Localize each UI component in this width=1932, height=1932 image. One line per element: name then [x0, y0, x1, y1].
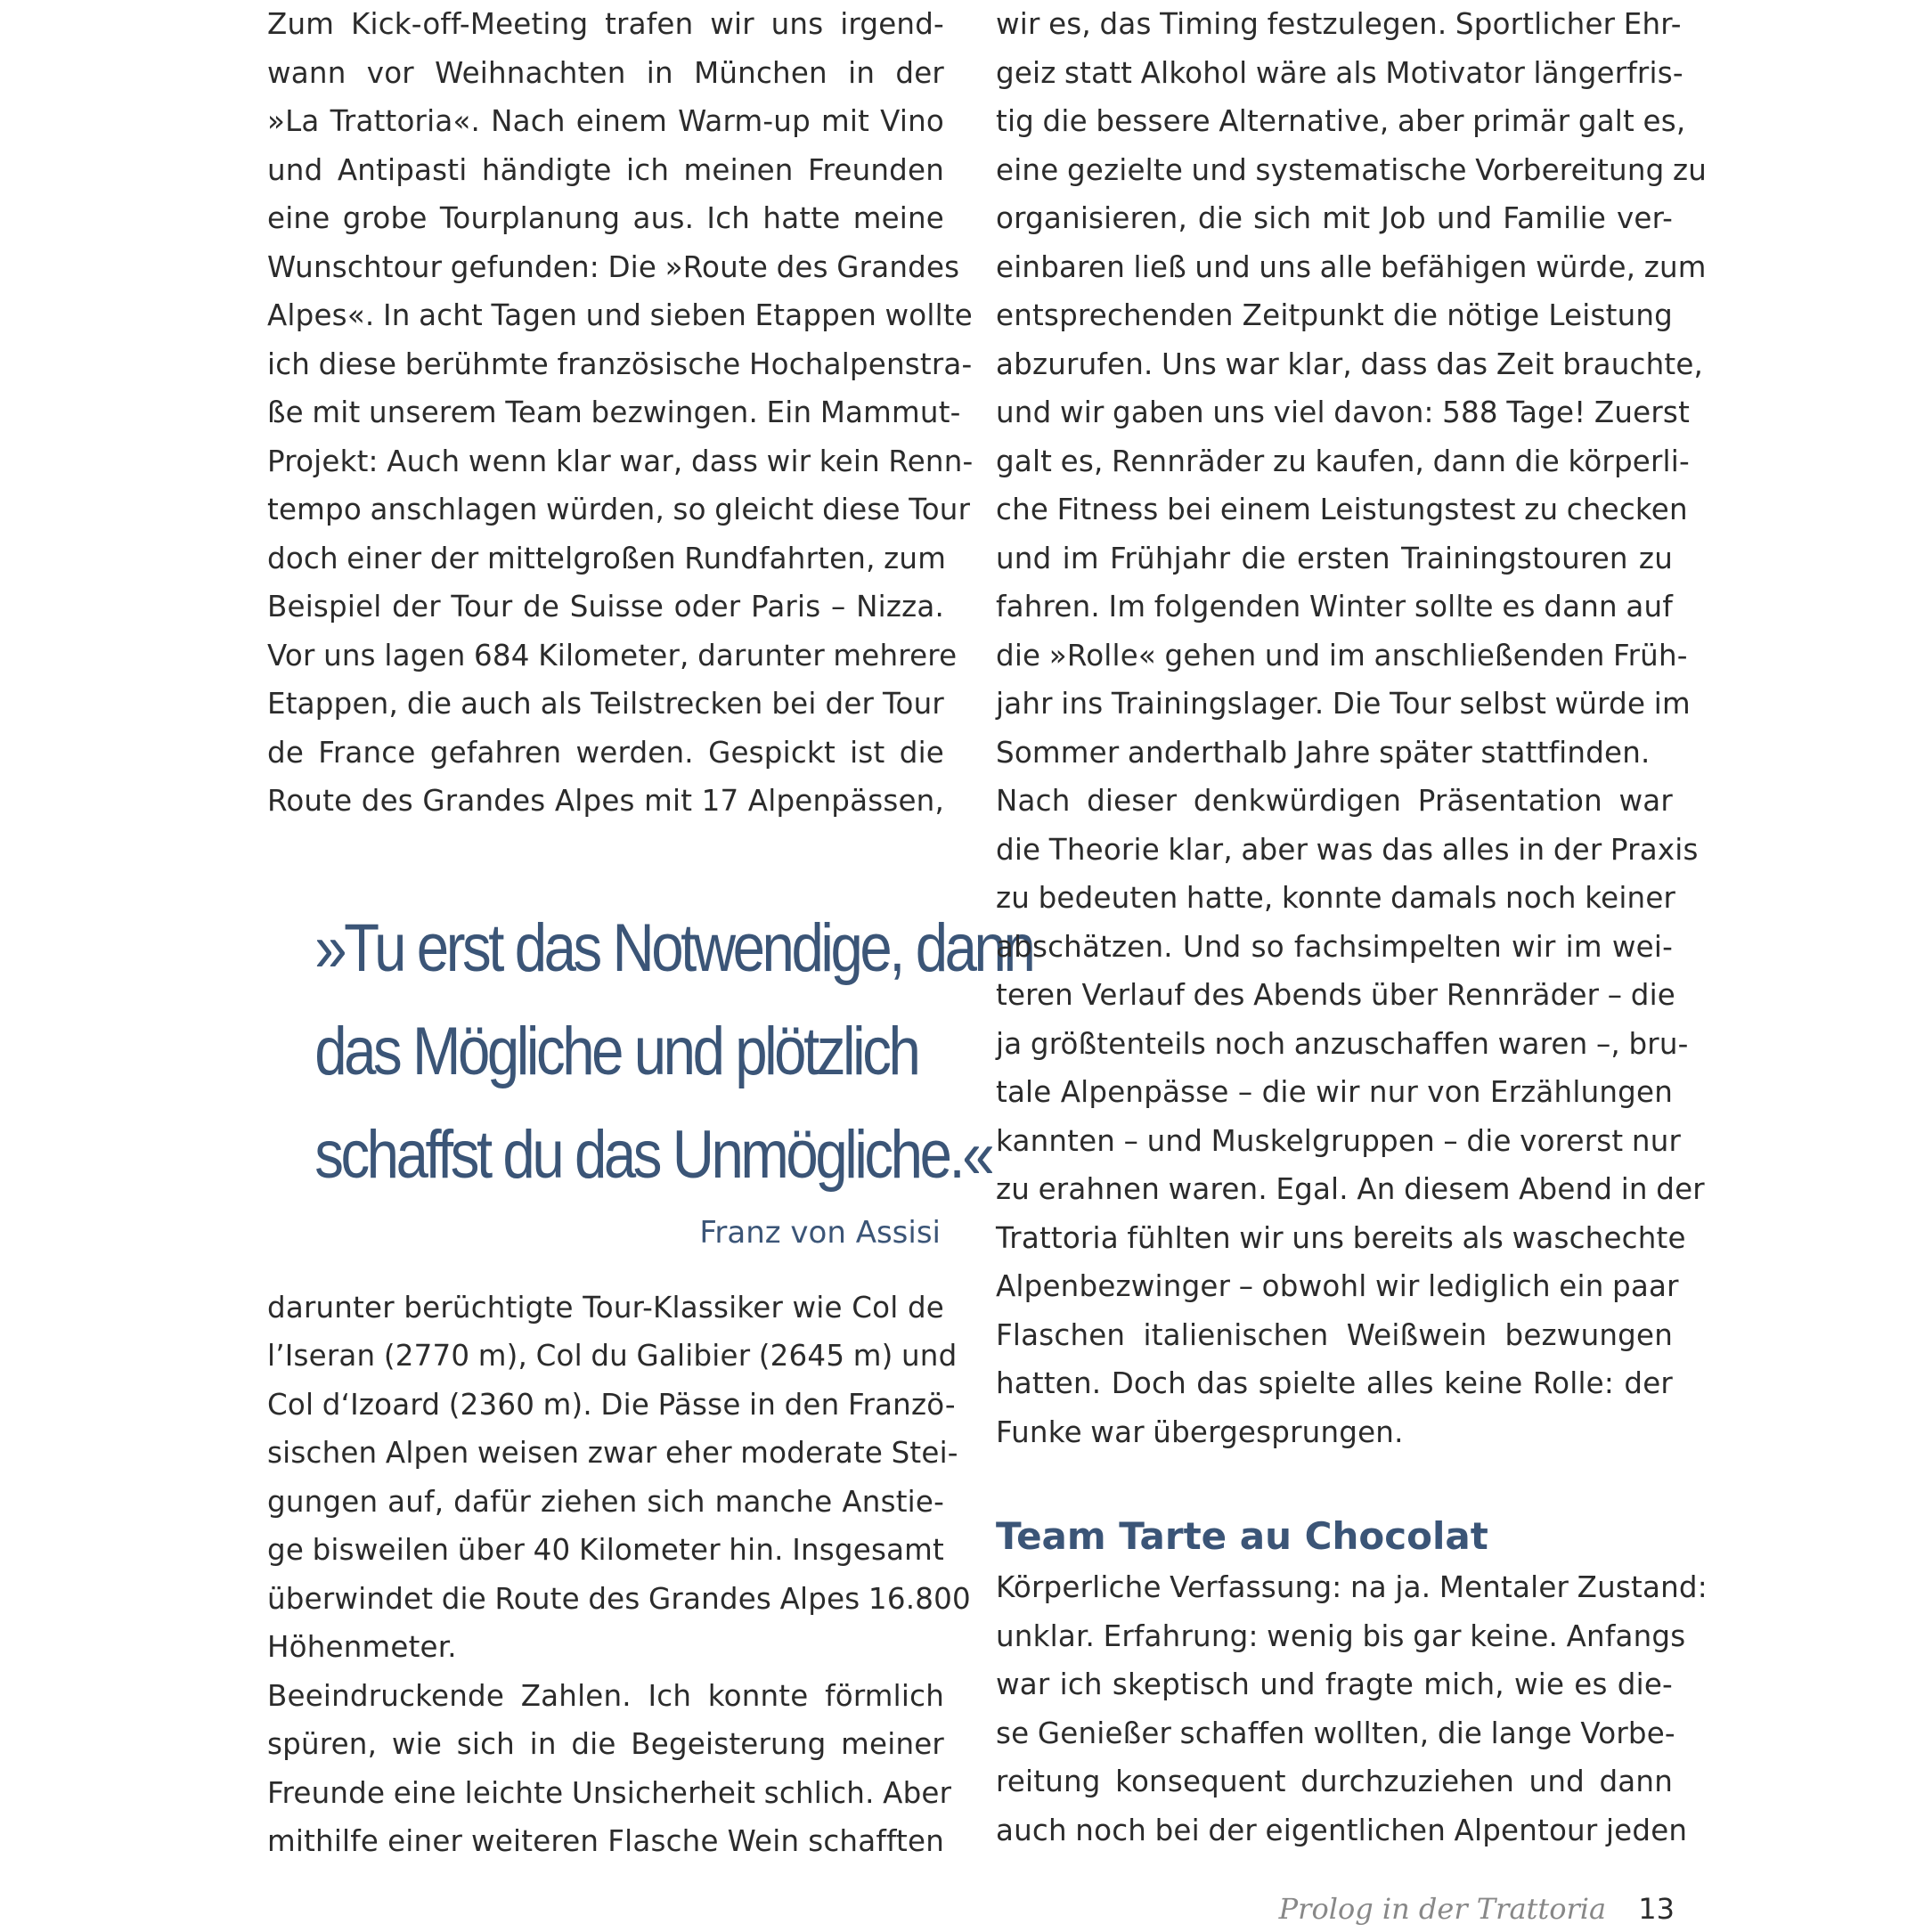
text-line: eine grobe Tourplanung aus. Ich hatte meine [267, 201, 944, 235]
text-line: Höhenmeter. [267, 1630, 457, 1664]
text-line: darunter berüchtigte Tour-Klassiker wie Col de [267, 1290, 944, 1325]
text-line: se Genießer schaffen wollten, die lange Vorbe- [996, 1716, 1675, 1750]
text-line: sischen Alpen weisen zwar eher moderate Stei- [267, 1436, 958, 1470]
text-line: geiz statt Alkohol wäre als Motivator längerfris- [996, 55, 1683, 90]
text-line: Körperliche Verfassung: na ja. Mentaler Zustand: [996, 1570, 1708, 1604]
page-footer [1158, 1888, 1675, 1929]
text-line: ße mit unserem Team bezwingen. Ein Mammut- [267, 395, 961, 429]
text-line: Nach dieser denkwürdigen Präsentation war [996, 784, 1673, 818]
text-line: unklar. Erfahrung: wenig bis gar keine. Anfangs [996, 1618, 1686, 1653]
text-line: Sommer anderthalb Jahre später stattfinden. [996, 735, 1651, 770]
text-line: und wir gaben uns viel davon: 588 Tage! Zuerst [996, 395, 1691, 429]
text-line: überwindet die Route des Grandes Alpes 16.800 [267, 1581, 971, 1616]
text-line: und Antipasti händigte ich meinen Freunden [267, 152, 944, 187]
text-line: organisieren, die sich mit Job und Familie ver- [996, 201, 1673, 235]
text-line: Trattoria fühlten wir uns bereits als waschechte [996, 1220, 1686, 1255]
text-line: kannten – und Muskelgruppen – die vorerst nur [996, 1123, 1682, 1158]
text-line: abschätzen. Und so fachsimpelten wir im wei- [996, 929, 1673, 964]
text-line: wir es, das Timing festzulegen. Sportlicher Ehr- [996, 7, 1682, 41]
text-line: Freunde eine leichte Unsicherheit schlich. Aber [267, 1775, 952, 1810]
right-column [996, 0, 1708, 1855]
text-line: mithilfe einer weiteren Flasche Wein schafften [267, 1824, 944, 1858]
text-line: Vor uns lagen 684 Kilometer, darunter mehrere [267, 638, 958, 673]
text-line: galt es, Rennräder zu kaufen, dann die körperli- [996, 444, 1690, 478]
text-line: ich diese berühmte französische Hochalpenstra- [267, 346, 973, 381]
quote-line: »Tu erst das Notwendige, dann [314, 909, 1033, 986]
quote-line: das Mögliche und plötzlich [314, 1013, 918, 1089]
text-line: und im Frühjahr die ersten Trainingstouren zu [996, 541, 1673, 575]
text-line: teren Verlauf des Abends über Rennräder – die [996, 978, 1675, 1012]
text-line: »La Trattoria«. Nach einem Warm-up mit Vino [267, 104, 944, 138]
text-line: Funke war übergesprungen. [996, 1414, 1404, 1449]
text-line: zu bedeuten hatte, konnte damals noch keiner [996, 881, 1676, 915]
text-line: entsprechenden Zeitpunkt die nötige Leistung [996, 298, 1673, 332]
text-line: Route des Grandes Alpes mit 17 Alpenpässen, [267, 784, 944, 818]
text-line: Wunschtour gefunden: Die »Route des Grandes [267, 249, 960, 284]
text-line: hatten. Doch das spielte alles keine Rolle: der [996, 1366, 1673, 1400]
text-line: Projekt: Auch wenn klar war, dass wir kein Renn- [267, 444, 974, 478]
text-line: einbaren ließ und uns alle befähigen würde, zum [996, 249, 1707, 284]
left-paragraph-2 [267, 1284, 971, 1672]
text-line: tale Alpenpässe – die wir nur von Erzählungen [996, 1075, 1673, 1109]
text-line: die »Rolle« gehen und im anschließenden Früh- [996, 638, 1688, 673]
text-line: wann vor Weihnachten in München in der [267, 55, 944, 90]
text-line: l’Iseran (2770 m), Col du Galibier (2645 m) und [267, 1339, 958, 1373]
text-line: Etappen, die auch als Teilstrecken bei der Tour [267, 687, 944, 721]
quote-attribution: Franz von Assisi [699, 1214, 941, 1251]
text-line: Flaschen italienischen Weißwein bezwungen [996, 1317, 1673, 1352]
text-line: zu erahnen waren. Egal. An diesem Abend in der [996, 1172, 1705, 1206]
text-line: jahr ins Trainingslager. Die Tour selbst würde im [996, 687, 1691, 721]
text-line: Col d‘Izoard (2360 m). Die Pässe in den Franzö- [267, 1387, 956, 1422]
text-line: auch noch bei der eigentlichen Alpentour jeden [996, 1813, 1688, 1847]
right-paragraph-1 [996, 0, 1708, 777]
text-line: gungen auf, dafür ziehen sich manche Anstie- [267, 1484, 944, 1519]
text-line: de France gefahren werden. Gespickt ist die [267, 735, 944, 770]
text-line: Alpes«. In acht Tagen und sieben Etappen wollte [267, 298, 973, 332]
text-line: Beeindruckende Zahlen. Ich konnte förmlich [267, 1678, 944, 1713]
pull-quote [267, 897, 1033, 1207]
text-line: tempo anschlagen würden, so gleicht diese Tour [267, 493, 971, 526]
text-line: war ich skeptisch und fragte mich, wie es die- [996, 1667, 1673, 1701]
running-title: Prolog in der Trattoria [1278, 1892, 1607, 1926]
section-heading: Team Tarte au Chocolat [996, 1514, 1488, 1558]
left-paragraph-3 [267, 1672, 952, 1866]
left-paragraph-1 [267, 0, 974, 826]
text-line: tig die bessere Alternative, aber primär galt es, [996, 104, 1686, 138]
quote-line: schaffst du das Unmögliche.« [314, 1116, 992, 1193]
text-line: doch einer der mittelgroßen Rundfahrten, zum [267, 541, 947, 575]
text-line: fahren. Im folgenden Winter sollte es dann auf [996, 590, 1673, 624]
text-line: abzurufen. Uns war klar, dass das Zeit brauchte, [996, 346, 1704, 381]
text-line: die Theorie klar, aber was das alles in der Praxis [996, 832, 1699, 867]
text-line: reitung konsequent durchzuziehen und dann [996, 1765, 1673, 1798]
text-line: Zum Kick-off-Meeting trafen wir uns irgend- [267, 7, 944, 41]
left-column [267, 0, 1033, 1866]
text-line: ge bisweilen über 40 Kilometer hin. Insgesamt [267, 1533, 944, 1567]
text-line: eine gezielte und systematische Vorbereitung zu [996, 152, 1708, 187]
text-line: che Fitness bei einem Leistungstest zu checken [996, 493, 1688, 526]
page-number: 13 [1638, 1892, 1675, 1926]
text-line: spüren, wie sich in die Begeisterung meiner [267, 1727, 944, 1761]
right-paragraph-2 [996, 777, 1705, 1456]
text-line: Beispiel der Tour de Suisse oder Paris – Nizza. [267, 590, 944, 624]
text-line: Alpenbezwinger – obwohl wir lediglich ein paar [996, 1269, 1679, 1303]
text-line: ja größtenteils noch anzuschaffen waren –, bru- [996, 1026, 1689, 1061]
right-paragraph-3 [996, 1563, 1708, 1855]
